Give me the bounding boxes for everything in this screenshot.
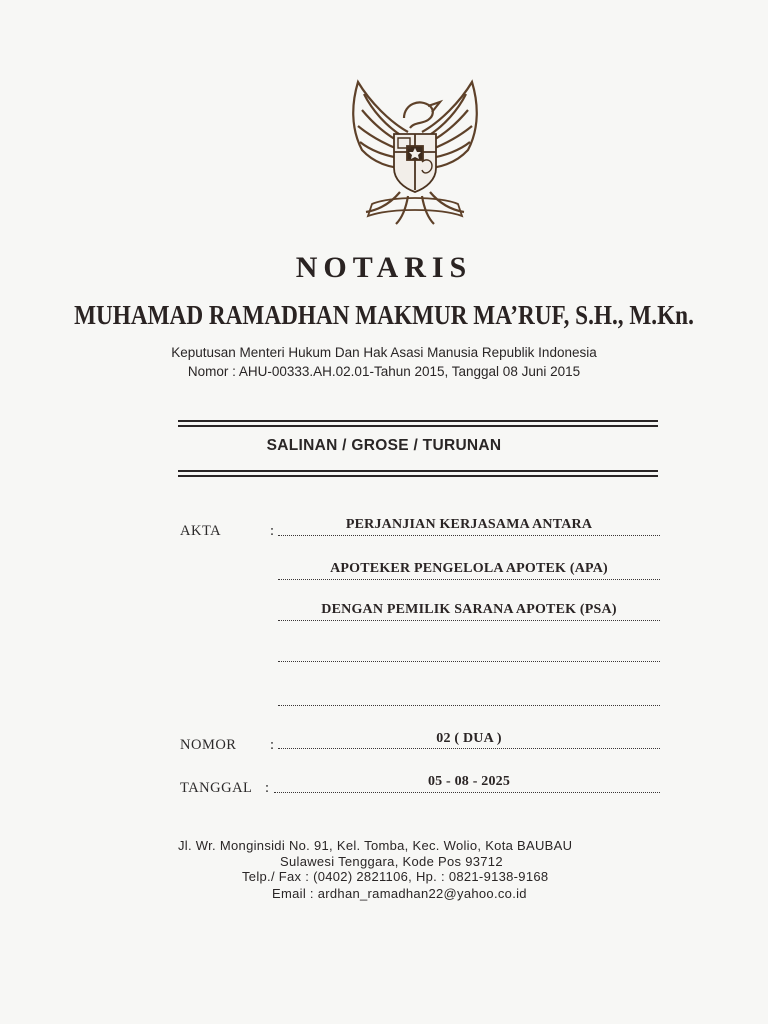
tanggal-value: 05 - 08 - 2025 — [427, 774, 511, 789]
divider-bottom-1 — [178, 470, 658, 472]
akta-dotline-1 — [278, 535, 660, 536]
nomor-colon: : — [270, 737, 275, 753]
akta-dotline-3 — [278, 620, 660, 621]
tanggal-colon: : — [265, 780, 270, 796]
decree-line-1: Keputusan Menteri Hukum Dan Hak Asasi Manusia Republik Indonesia — [171, 345, 597, 360]
copy-type-heading: SALINAN / GROSE / TURUNAN — [266, 437, 502, 454]
divider-top-1 — [178, 420, 658, 422]
akta-colon: : — [270, 523, 275, 539]
akta-dotline-4 — [278, 661, 660, 662]
contact-email: Email : ardhan_ramadhan22@yahoo.co.id — [272, 886, 527, 901]
akta-dotline-2 — [278, 579, 660, 580]
address-line-1: Jl. Wr. Monginsidi No. 91, Kel. Tomba, Kec. Wolio, Kota BAUBAU — [178, 838, 573, 853]
divider-top-2 — [178, 425, 658, 427]
akta-label: AKTA — [180, 523, 222, 539]
contact-phone: Telp./ Fax : (0402) 2821106, Hp. : 0821-9138-9168 — [242, 869, 549, 884]
akta-dotline-5 — [278, 705, 660, 706]
akta-line-1: PERJANJIAN KERJASAMA ANTARA — [345, 517, 593, 532]
divider-bottom-2 — [178, 475, 658, 477]
garuda-emblem-icon — [330, 72, 500, 230]
notary-name: MUHAMAD RAMADHAN MAKMUR MA’RUF, S.H., M.Kn. — [74, 300, 694, 330]
tanggal-label: TANGGAL — [180, 780, 253, 796]
akta-line-2: APOTEKER PENGELOLA APOTEK (APA) — [330, 561, 608, 576]
nomor-label: NOMOR — [180, 737, 237, 753]
decree-line-2: Nomor : AHU-00333.AH.02.01-Tahun 2015, Tanggal 08 Juni 2015 — [187, 364, 581, 379]
akta-line-3: DENGAN PEMILIK SARANA APOTEK (PSA) — [321, 602, 617, 617]
nomor-value: 02 ( DUA ) — [436, 731, 502, 746]
tanggal-dotline — [274, 792, 660, 793]
document-title: NOTARIS — [295, 251, 473, 284]
address-line-2: Sulawesi Tenggara, Kode Pos 93712 — [280, 854, 503, 869]
nomor-dotline — [278, 748, 660, 749]
